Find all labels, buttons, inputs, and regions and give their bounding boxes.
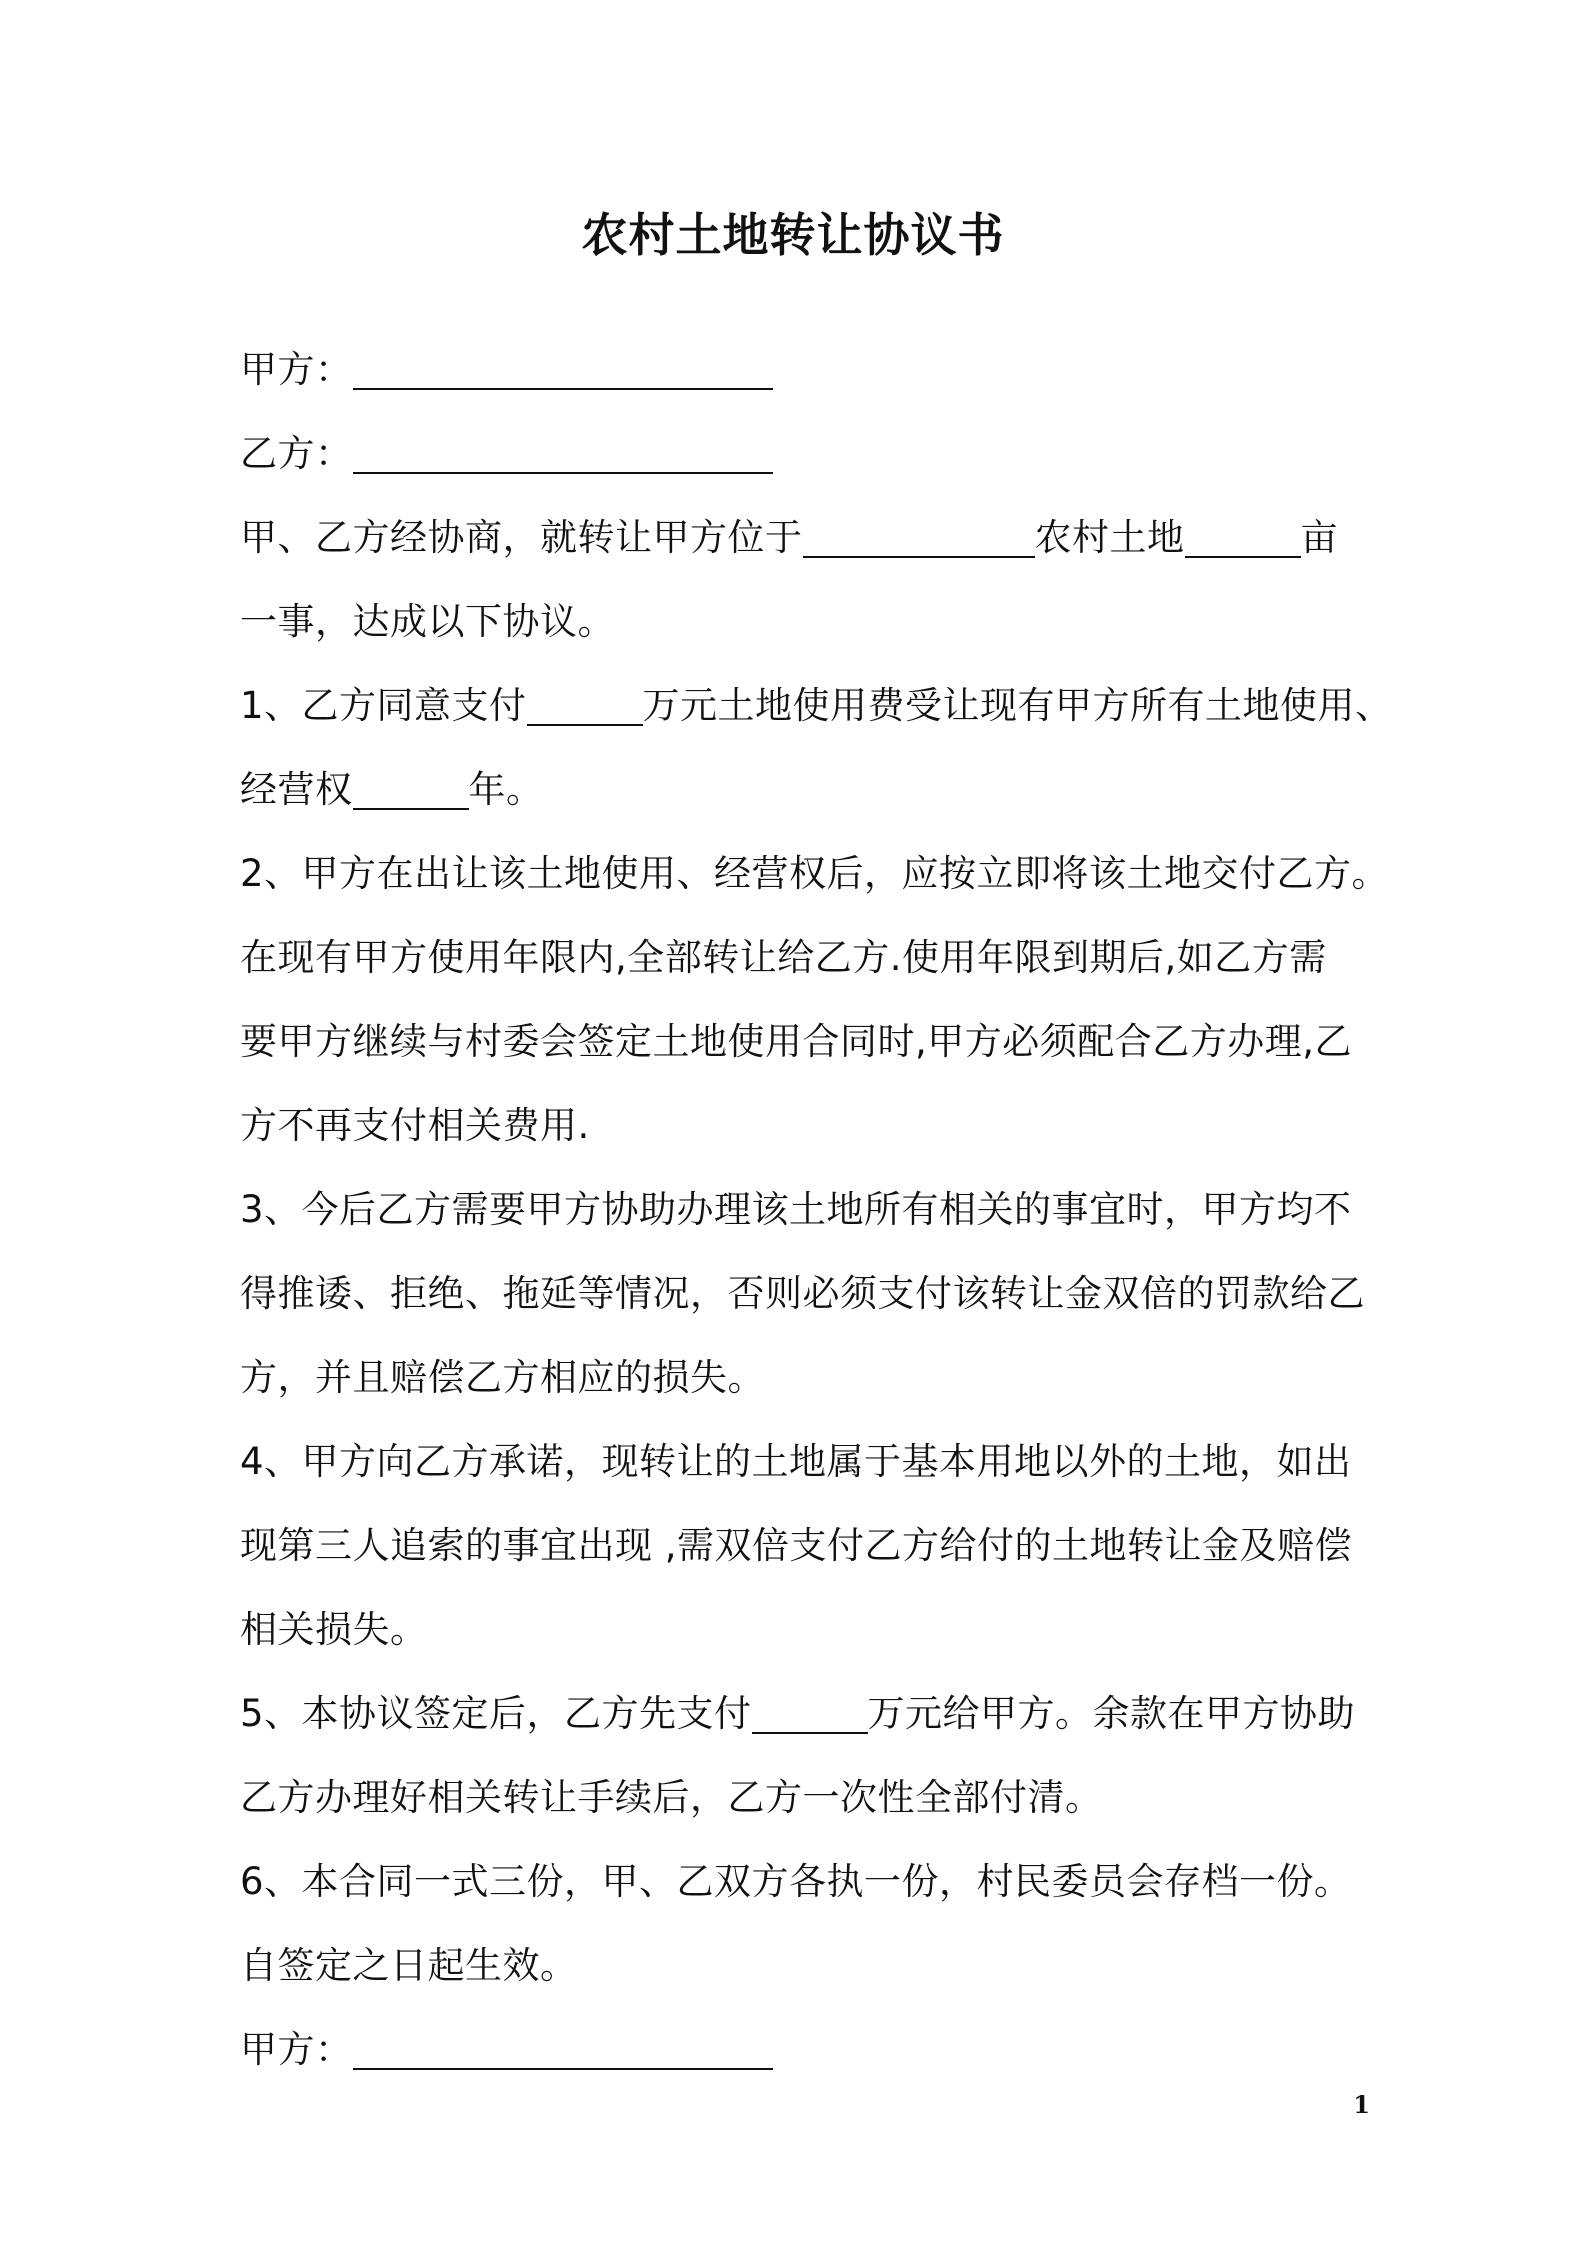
clause-1-line-1 [240, 664, 1393, 748]
intro-text-c: 亩 [1300, 516, 1338, 559]
party-b-blank [353, 428, 773, 474]
intro-line-1 [240, 496, 1360, 580]
clause-4-line-3: 相关损失。 [240, 1608, 428, 1651]
clause-1-text-b: 万元土地使用费受让现有甲方所有土地使用、 [642, 684, 1393, 727]
signature-party-a-label: 甲方： [240, 2028, 353, 2071]
signature-party-a-blank [353, 2024, 773, 2070]
fee-blank [527, 680, 643, 726]
clause-2-line-1: 2、甲方在出让该土地使用、经营权后，应按立即将该土地交付乙方。 [240, 852, 1390, 895]
clause-6-line-1: 6、本合同一式三份，甲、乙双方各执一份，村民委员会存档一份。 [240, 1860, 1352, 1903]
document-title: 农村土地转让协议书 [581, 208, 1005, 262]
party-a-blank [353, 344, 773, 390]
clause-5-text-a: 5、本协议签定后，乙方先支付 [240, 1692, 752, 1735]
clause-5-line-2: 乙方办理好相关转让手续后，乙方一次性全部付清。 [240, 1776, 1103, 1819]
clause-4-line-2: 现第三人追索的事宜出现 ,需双倍支付乙方给付的土地转让金及赔偿 [240, 1524, 1353, 1567]
down-payment-blank [752, 1688, 868, 1734]
years-blank [353, 764, 469, 810]
clause-3-line-3: 方，并且赔偿乙方相应的损失。 [240, 1356, 765, 1399]
clause-4-line-1: 4、甲方向乙方承诺，现转让的土地属于基本用地以外的土地，如出 [240, 1440, 1352, 1483]
document-body [240, 328, 1393, 2092]
party-a-label: 甲方： [240, 348, 353, 391]
intro-text-a: 甲、乙方经协商，就转让甲方位于 [240, 516, 803, 559]
clause-2-line-2: 在现有甲方使用年限内,全部转让给乙方.使用年限到期后,如乙方需 [240, 936, 1327, 979]
location-blank [803, 512, 1035, 558]
area-blank [1185, 512, 1301, 558]
party-b-label: 乙方： [240, 432, 353, 475]
party-b-line [240, 412, 1360, 496]
party-a-line [240, 328, 1360, 412]
intro-line-2: 一事，达成以下协议。 [240, 600, 615, 643]
clause-2-line-3: 要甲方继续与村委会签定土地使用合同时,甲方必须配合乙方办理,乙 [240, 1020, 1353, 1063]
clause-3-line-2: 得推诿、拒绝、拖延等情况，否则必须支付该转让金双倍的罚款给乙 [240, 1272, 1365, 1315]
page-number: 1 [1353, 2090, 1370, 2119]
clause-1-text-a: 1、乙方同意支付 [240, 684, 527, 727]
clause-2-line-4: 方不再支付相关费用. [240, 1104, 590, 1147]
clause-5-line-1 [240, 1672, 1360, 1756]
clause-6-line-2: 自签定之日起生效。 [240, 1944, 578, 1987]
clause-3-line-1: 3、今后乙方需要甲方协助办理该土地所有相关的事宜时，甲方均不 [240, 1188, 1352, 1231]
clause-1-text-c: 经营权 [240, 768, 353, 811]
clause-1-line-2 [240, 748, 1360, 832]
signature-party-a-line [240, 2008, 1360, 2092]
intro-text-b: 农村土地 [1034, 516, 1185, 559]
clause-1-text-d: 年。 [468, 768, 544, 811]
clause-5-text-b: 万元给甲方。余款在甲方协助 [867, 1692, 1356, 1735]
